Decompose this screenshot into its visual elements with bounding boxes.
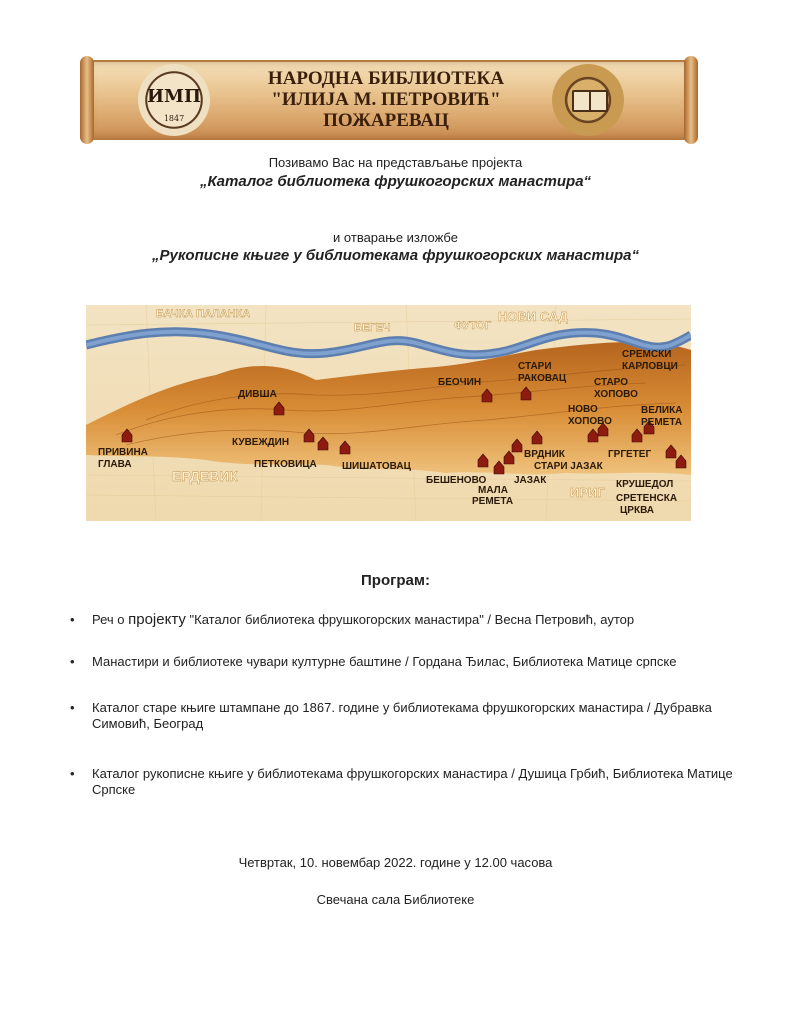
map-label: ЕРДЕВИК bbox=[172, 468, 238, 484]
map-label: КУВЕЖДИН bbox=[232, 437, 290, 448]
map-graphic bbox=[86, 305, 691, 521]
fruska-gora-monasteries-map bbox=[86, 305, 691, 521]
map-label: ФУТОГ bbox=[454, 320, 492, 332]
map-label: ПЕТКОВИЦА bbox=[254, 459, 317, 470]
map-label: ШИШАТОВАЦ bbox=[342, 461, 411, 472]
program-item-text: Реч о bbox=[92, 612, 129, 627]
program-list bbox=[70, 612, 760, 798]
event-date: Четвртак, 10. новембар 2022. године у 12.00 часова bbox=[238, 855, 553, 870]
map-label: ПРИВИНА bbox=[98, 447, 148, 458]
event-venue: Свечана сала Библиотеке bbox=[316, 892, 475, 907]
map-label: ХОПОВО bbox=[568, 416, 612, 427]
book-emblem-logo bbox=[552, 64, 624, 136]
map-label: РЕМЕТА bbox=[472, 496, 514, 507]
scroll-roll-right bbox=[684, 56, 698, 144]
program-item-text: пројекту bbox=[128, 611, 186, 628]
exhibition-title: „Рукописне књиге у библиотекама фрушкогорских манастира“ bbox=[151, 247, 640, 264]
map-label: ВЕЛИКА bbox=[641, 405, 683, 416]
program-item-text: "Каталог библиотека фрушкогорских манастира" / Весна Петровић, аутор bbox=[185, 612, 635, 627]
project-title: „Каталог библиотека фрушкогорских манастира“ bbox=[199, 173, 592, 190]
map-label: ИРИГ bbox=[570, 485, 605, 500]
library-name-line2: "ИЛИЈА М. ПЕТРОВИЋ" bbox=[271, 89, 501, 110]
map-label: ЈАЗАК bbox=[514, 475, 547, 486]
seal-monogram: ИМП bbox=[147, 86, 201, 107]
map-label: СТАРИ bbox=[518, 361, 552, 372]
program-item bbox=[70, 612, 760, 628]
map-label: ХОПОВО bbox=[594, 389, 638, 400]
program-item: • Каталог старе књиге штампане до 1867. године у библиотекама фрушкогорских манастира / Дубравка Симовић, Београд bbox=[70, 700, 760, 732]
map-label: РЕМЕТА bbox=[641, 417, 683, 428]
map-label: МАЛА bbox=[478, 485, 508, 496]
map-label: СРЕМСКИ bbox=[622, 349, 672, 360]
library-name-line3: ПОЖАРЕВАЦ bbox=[323, 110, 449, 131]
map-label: БАЧКА ПАЛАНКА bbox=[156, 308, 251, 320]
map-label: ГРГЕТЕГ bbox=[608, 449, 652, 460]
library-banner bbox=[86, 60, 692, 140]
invitation-intro: Позивамо Вас на представљање пројекта bbox=[268, 155, 523, 170]
map-label: КАРЛОВЦИ bbox=[622, 361, 678, 372]
map-label: СРЕТЕНСКА bbox=[616, 493, 678, 504]
seal-year: 1847 bbox=[163, 114, 185, 123]
open-book-icon bbox=[572, 90, 608, 112]
scroll-roll-left bbox=[80, 56, 94, 144]
map-label: ВРДНИК bbox=[524, 449, 565, 460]
library-name-line1: НАРОДНА БИБЛИОТЕКА bbox=[267, 68, 505, 89]
map-label: БЕГЕЧ bbox=[354, 322, 391, 334]
exhibition-intro: и отварање изложбе bbox=[333, 230, 458, 245]
map-label: ЦРКВА bbox=[620, 505, 655, 516]
map-label: ДИВША bbox=[238, 389, 277, 400]
map-label: РАКОВАЦ bbox=[518, 373, 567, 384]
map-label: БЕШЕНОВО bbox=[426, 475, 487, 486]
map-label: НОВИ САД bbox=[498, 309, 569, 324]
program-item: • Манастири и библиотеке чувари културне баштине / Гордана Ђилас, Библиотека Матице српске bbox=[70, 654, 760, 670]
map-label: НОВО bbox=[568, 404, 598, 415]
map-label: КРУШЕДОЛ bbox=[616, 479, 674, 490]
program-item: • Каталог рукописне књиге у библиотекама фрушкогорских манастира / Душица Грбић, Библиотека Матице Српске bbox=[70, 766, 760, 798]
map-label: ГЛАВА bbox=[98, 459, 132, 470]
map-label: СТАРО bbox=[594, 377, 628, 388]
program-title: Програм: bbox=[361, 572, 430, 589]
library-seal-logo bbox=[138, 64, 210, 136]
map-label: БЕОЧИН bbox=[438, 377, 482, 388]
map-label: СТАРИ ЈАЗАК bbox=[534, 461, 603, 472]
library-name bbox=[226, 68, 546, 131]
